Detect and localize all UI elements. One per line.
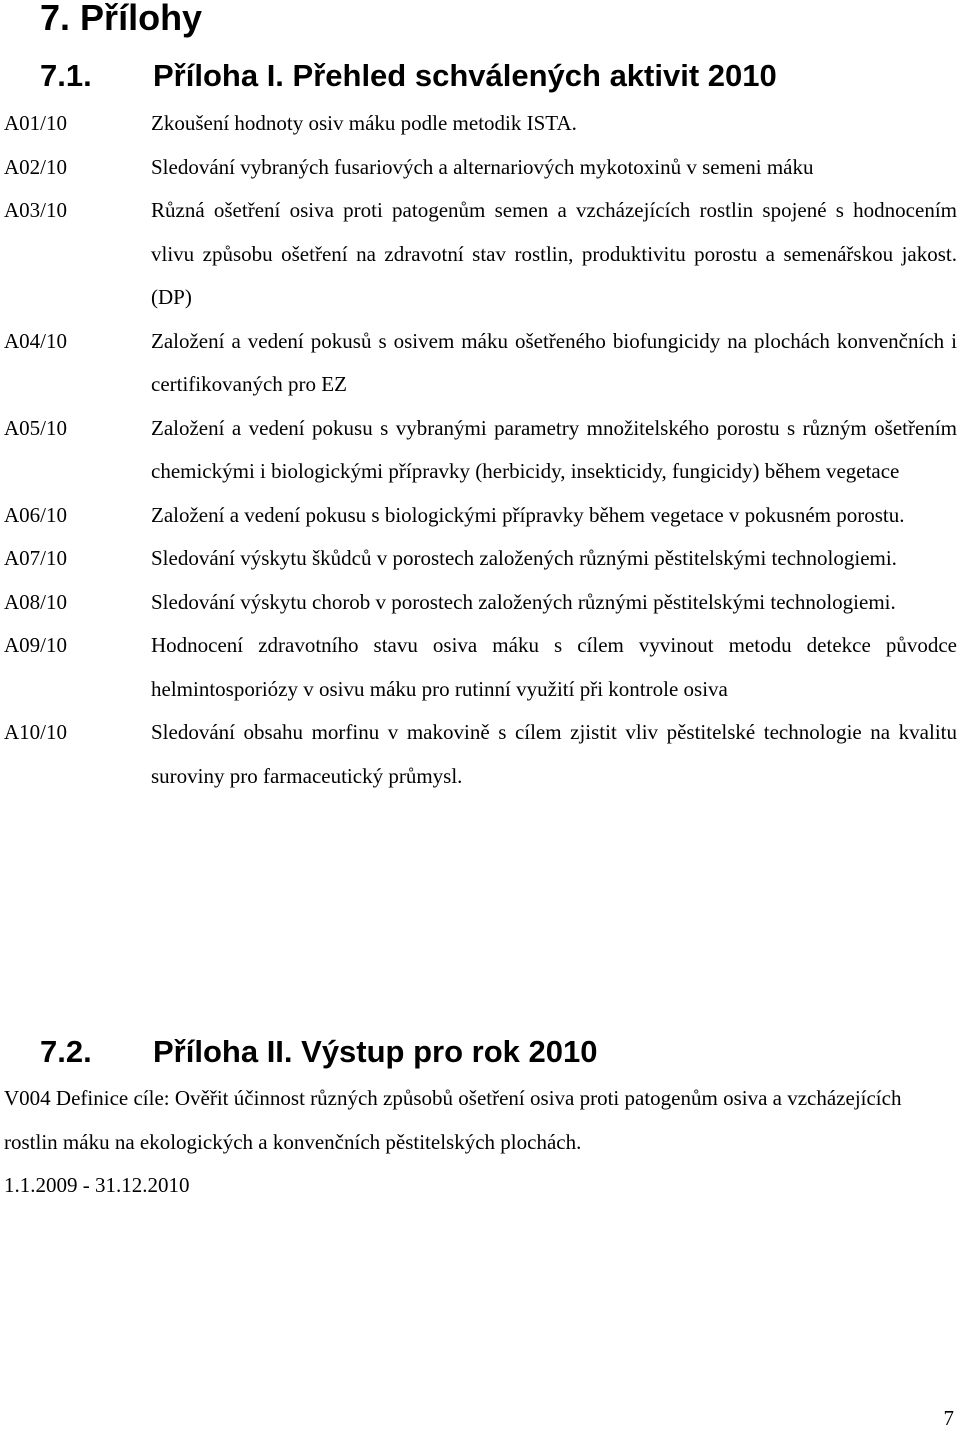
activity-item <box>4 581 957 625</box>
activity-list <box>4 102 957 798</box>
section-title-1: Příloha I. Přehled schválených aktivit 2010 <box>153 58 777 93</box>
output-description: V004 Definice cíle: Ověřit účinnost různých způsobů ošetření osiva proti patogenům osiva a vzcházejících rostlin máku na ekologických a konvenčních pěstitelských plochách. <box>4 1086 902 1154</box>
activity-description: Sledování obsahu morfinu v makovině s cílem zjistit vliv pěstitelské technologie na kvalitu suroviny pro farmaceutický průmysl. <box>151 720 957 788</box>
section-title-2: Příloha II. Výstup pro rok 2010 <box>153 1034 598 1069</box>
activity-item <box>4 102 957 146</box>
activity-code: A05/10 <box>4 415 67 440</box>
section-heading-2 <box>40 1032 597 1072</box>
activity-code: A09/10 <box>4 633 67 657</box>
activity-description: Zkoušení hodnoty osiv máku podle metodik ISTA. <box>151 111 577 135</box>
activity-code: A03/10 <box>4 198 67 222</box>
section-number-1: 7.1. <box>40 58 92 93</box>
page-number: 7 <box>943 1406 954 1430</box>
activity-code: A06/10 <box>4 502 67 527</box>
chapter-title: Přílohy <box>80 0 203 38</box>
section-number-2: 7.2. <box>40 1034 92 1069</box>
activity-item <box>4 320 957 407</box>
chapter-number: 7. <box>40 0 71 38</box>
activity-code: A10/10 <box>4 720 67 744</box>
activity-item <box>4 624 957 711</box>
output-section <box>4 1077 957 1208</box>
chapter-heading <box>40 0 202 40</box>
activity-code: A01/10 <box>4 111 67 135</box>
activity-description: Hodnocení zdravotního stavu osiva máku s cílem vyvinout metodu detekce původce helmintosporiózy v osivu máku pro rutinní využití při kontrole osiva <box>151 633 957 701</box>
activity-item <box>4 189 957 320</box>
activity-code: A08/10 <box>4 589 67 614</box>
activity-description: Založení a vedení pokusu s biologickými přípravky během vegetace v pokusném porostu. <box>151 502 905 527</box>
activity-description: Sledování výskytu chorob v porostech založených různými pěstitelskými technologiemi. <box>151 589 896 614</box>
activity-item <box>4 537 957 581</box>
activity-item <box>4 407 957 494</box>
activity-item <box>4 711 957 798</box>
activity-description: Založení a vedení pokusů s osivem máku ošetřeného biofungicidy na plochách konvenčních i certifikovaných pro EZ <box>151 328 957 396</box>
activity-item <box>4 146 957 190</box>
activity-code: A02/10 <box>4 154 67 179</box>
activity-description: Různá ošetření osiva proti patogenům semen a vzcházejících rostlin spojené s hodnocením vlivu způsobu ošetření na zdravotní stav rostlin, produktivitu porostu a semenářskou jakost. (DP) <box>151 198 957 309</box>
activity-item <box>4 494 957 538</box>
activity-description: Sledování výskytu škůdců v porostech založených různými pěstitelskými technologiemi. <box>151 546 897 570</box>
activity-description: Založení a vedení pokusu s vybranými parametry množitelského porostu s různým ošetřením chemickými i biologickými přípravky (herbicidy, insekticidy, fungicidy) během vegetace <box>151 415 957 483</box>
activity-code: A07/10 <box>4 546 67 570</box>
output-period: 1.1.2009 - 31.12.2010 <box>4 1173 190 1197</box>
activity-description: Sledování vybraných fusariových a alternariových mykotoxinů v semeni máku <box>151 154 814 179</box>
activity-code: A04/10 <box>4 328 67 353</box>
section-heading-1 <box>40 56 777 96</box>
